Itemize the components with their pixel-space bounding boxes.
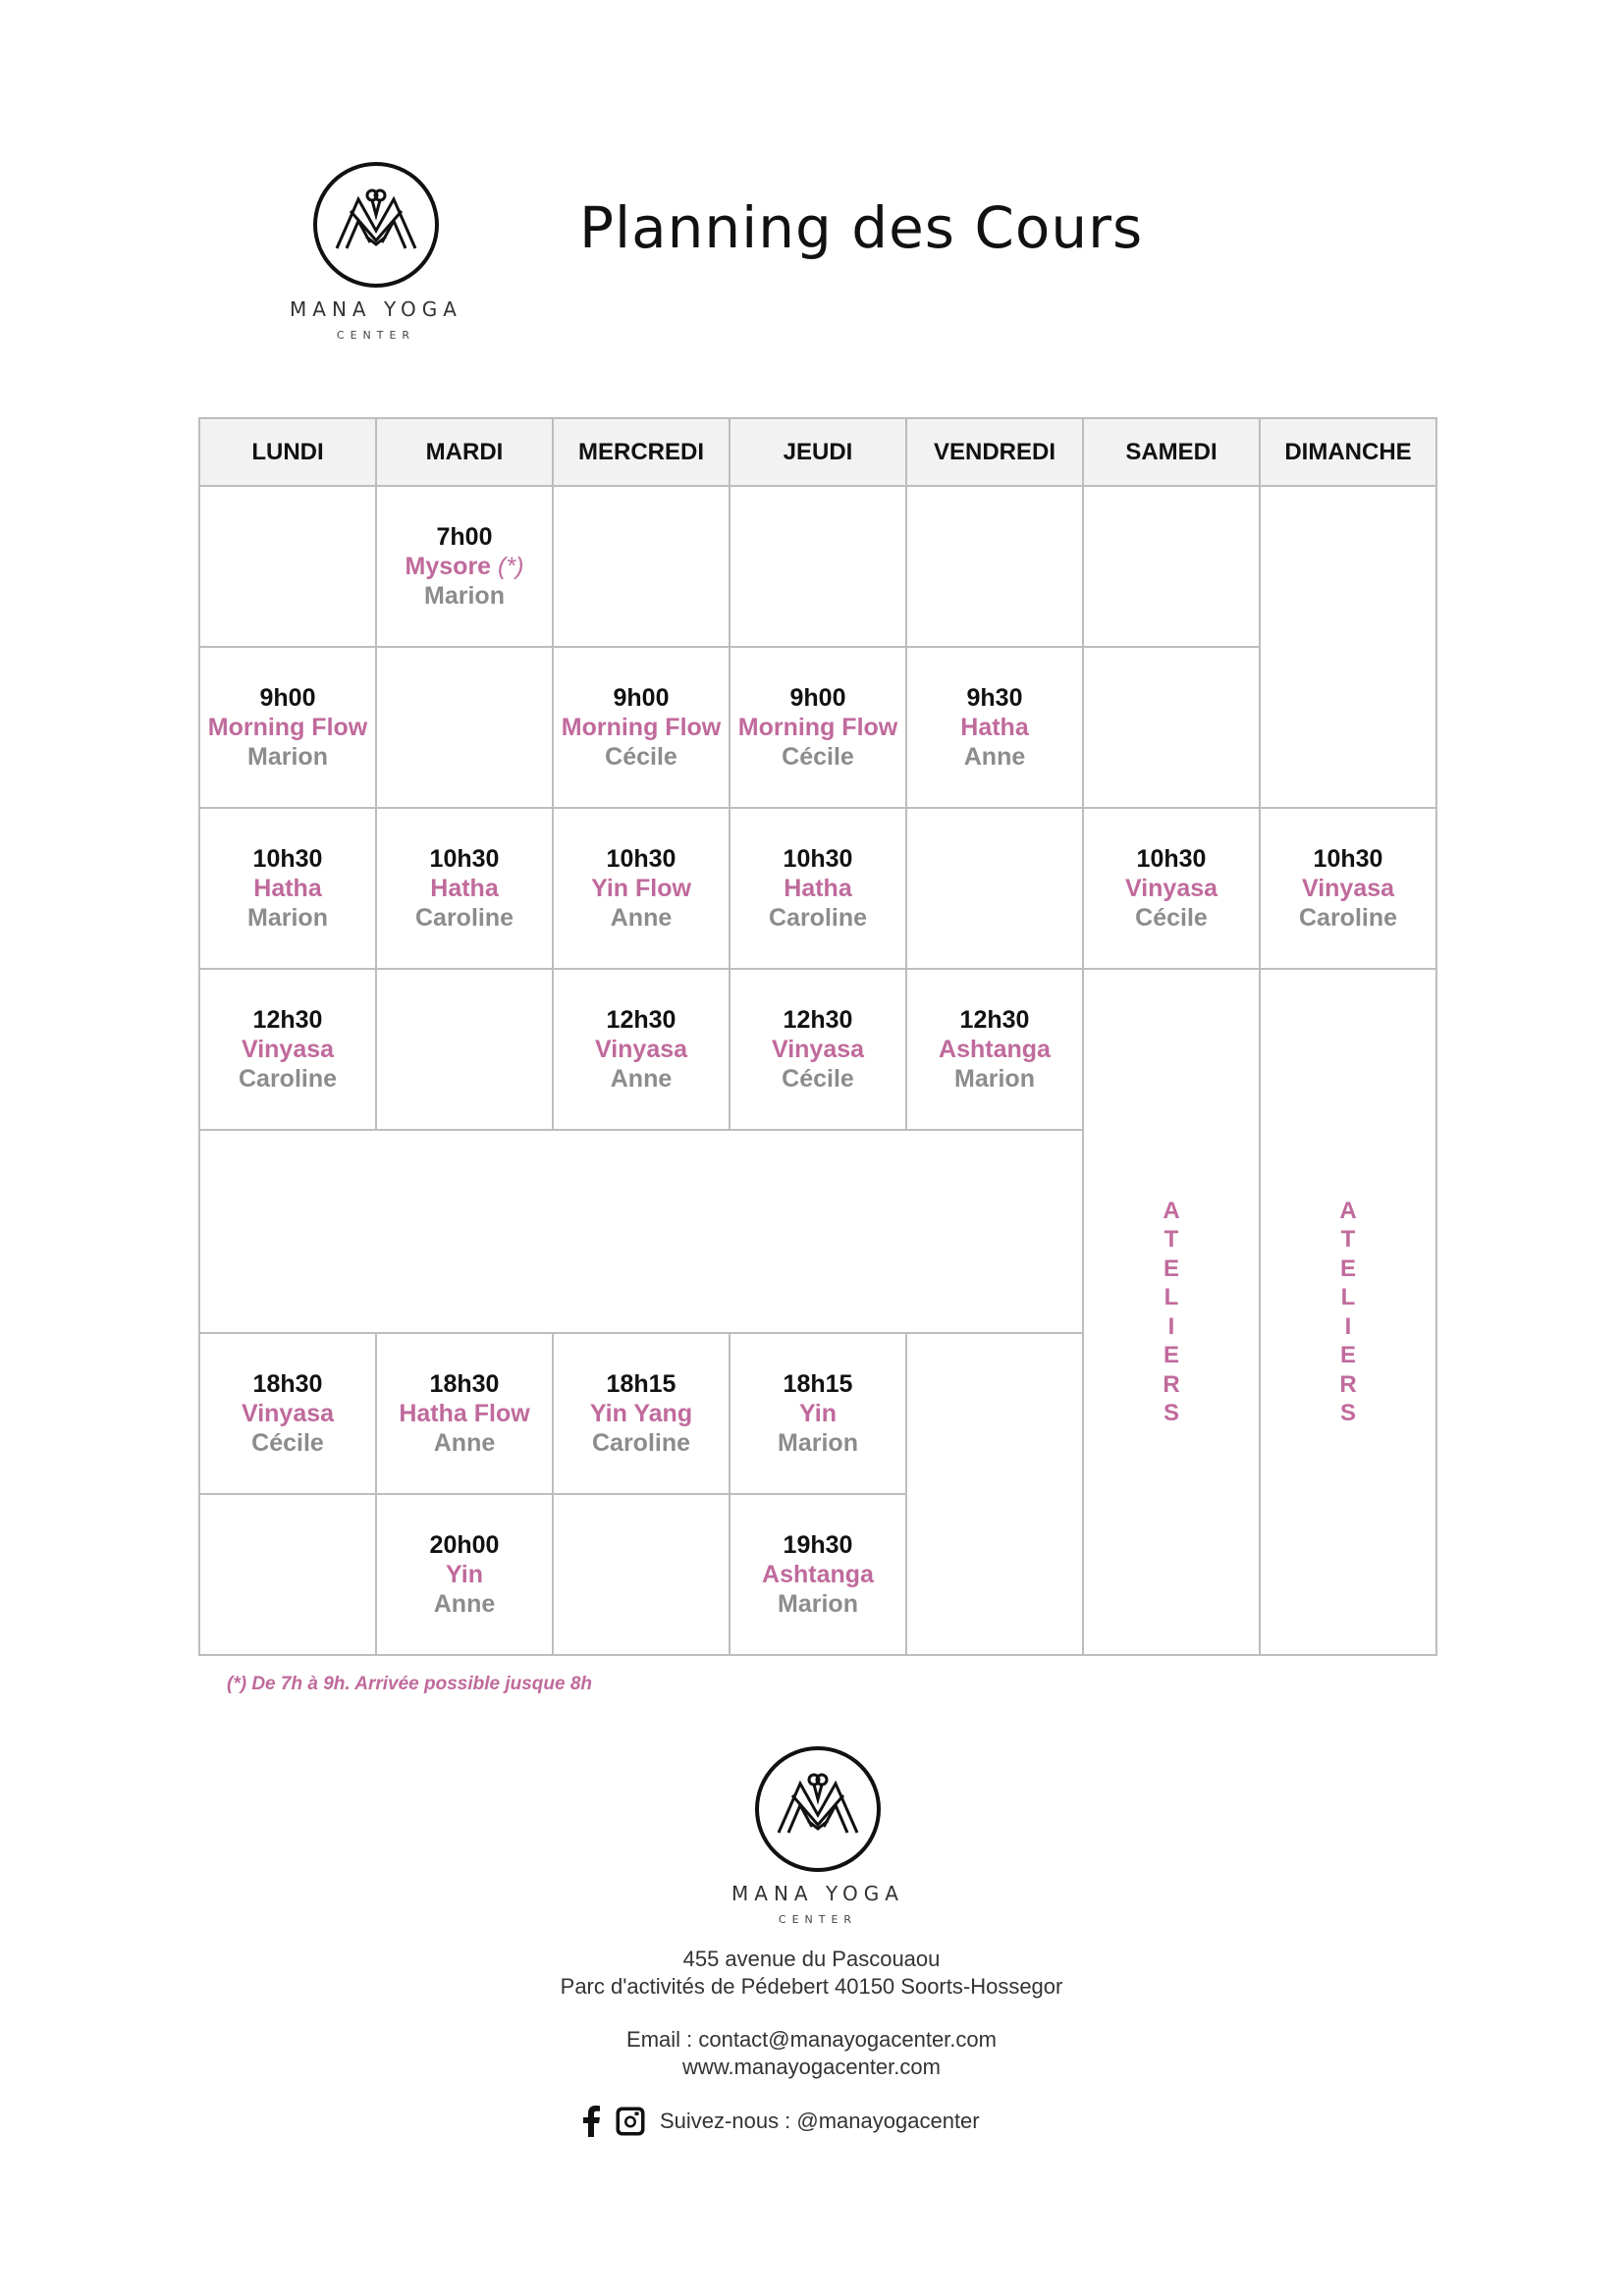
class-name: Vinyasa bbox=[1301, 875, 1395, 902]
class-time: 19h30 bbox=[783, 1531, 853, 1559]
class-name: Vinyasa bbox=[241, 1400, 335, 1427]
class-name: Yin bbox=[799, 1400, 837, 1427]
class-time: 10h30 bbox=[252, 845, 323, 873]
class-time: 12h30 bbox=[252, 1006, 323, 1034]
class-teacher: Marion bbox=[954, 1065, 1035, 1093]
class-teacher: Anne bbox=[610, 1065, 673, 1093]
class-teacher: Anne bbox=[610, 904, 673, 932]
ateliers-label bbox=[1084, 1197, 1259, 1428]
ateliers-cell-dimanche bbox=[1260, 969, 1436, 1655]
schedule-table bbox=[198, 417, 1437, 1656]
footer-contact bbox=[0, 2026, 1623, 2081]
empty-cell bbox=[906, 1333, 1083, 1655]
day-header: SAMEDI bbox=[1083, 418, 1260, 486]
email-link[interactable]: Email : contact@manayogacenter.com bbox=[626, 2027, 997, 2052]
brand-name: MANA YOGA bbox=[290, 297, 462, 321]
class-teacher: Cécile bbox=[605, 743, 677, 771]
class-teacher: Anne bbox=[433, 1429, 496, 1457]
class-cell bbox=[199, 1333, 376, 1494]
empty-cell bbox=[730, 486, 906, 647]
class-cell bbox=[199, 647, 376, 808]
class-name: Morning Flow bbox=[207, 714, 368, 741]
day-header: MERCREDI bbox=[553, 418, 730, 486]
class-time: 18h15 bbox=[783, 1370, 853, 1398]
class-cell bbox=[1260, 808, 1436, 969]
ateliers-letter: I bbox=[1167, 1312, 1175, 1340]
class-cell bbox=[553, 969, 730, 1130]
class-name: Ashtanga bbox=[762, 1561, 874, 1588]
class-teacher: Marion bbox=[778, 1429, 858, 1457]
class-name: Ashtanga bbox=[939, 1036, 1051, 1063]
class-cell bbox=[906, 969, 1083, 1130]
class-note: (*) bbox=[498, 553, 524, 580]
class-time: 20h00 bbox=[429, 1531, 500, 1559]
ateliers-letter: A bbox=[1339, 1197, 1357, 1224]
empty-cell bbox=[906, 808, 1083, 969]
class-teacher: Cécile bbox=[1135, 904, 1208, 932]
ateliers-letter: L bbox=[1163, 1284, 1179, 1310]
empty-cell bbox=[1260, 486, 1436, 808]
class-cell bbox=[199, 969, 376, 1130]
footer-address bbox=[0, 1946, 1623, 2001]
class-cell bbox=[730, 1333, 906, 1494]
class-cell bbox=[376, 486, 553, 647]
ateliers-letter: R bbox=[1163, 1370, 1180, 1398]
empty-cell bbox=[1083, 647, 1260, 808]
day-header: LUNDI bbox=[199, 418, 376, 486]
class-teacher: Anne bbox=[963, 743, 1026, 771]
class-time: 18h30 bbox=[429, 1370, 500, 1398]
class-cell bbox=[376, 808, 553, 969]
class-time: 10h30 bbox=[1136, 845, 1207, 873]
empty-cell bbox=[199, 1130, 1083, 1333]
empty-cell bbox=[906, 486, 1083, 647]
page-title: Planning des Cours bbox=[579, 194, 1144, 261]
ateliers-letter: S bbox=[1163, 1400, 1179, 1426]
address-line-2: Parc d'activités de Pédebert 40150 Soorts-Hossegor bbox=[560, 1974, 1063, 1999]
footnote: (*) De 7h à 9h. Arrivée possible jusque 8h bbox=[227, 1674, 593, 1694]
brand-name: MANA YOGA bbox=[731, 1882, 904, 1905]
ateliers-letter: I bbox=[1344, 1312, 1352, 1340]
class-cell bbox=[376, 1333, 553, 1494]
class-name: Hatha bbox=[784, 875, 852, 902]
class-name: Hatha bbox=[960, 714, 1029, 741]
ateliers-letter: R bbox=[1339, 1370, 1357, 1398]
class-time: 18h30 bbox=[252, 1370, 323, 1398]
class-teacher: Caroline bbox=[238, 1065, 338, 1093]
ateliers-letter: E bbox=[1163, 1342, 1179, 1368]
class-cell bbox=[553, 647, 730, 808]
empty-cell bbox=[376, 647, 553, 808]
ateliers-cell-samedi bbox=[1083, 969, 1260, 1655]
empty-cell bbox=[376, 969, 553, 1130]
ateliers-letter: T bbox=[1163, 1226, 1179, 1253]
class-teacher: Cécile bbox=[782, 743, 854, 771]
class-time: 12h30 bbox=[959, 1006, 1030, 1034]
ateliers-letter: E bbox=[1339, 1342, 1356, 1368]
class-name: Hatha bbox=[253, 875, 322, 902]
class-teacher: Caroline bbox=[768, 904, 868, 932]
day-header: VENDREDI bbox=[906, 418, 1083, 486]
class-cell bbox=[730, 969, 906, 1130]
brand-subtitle: CENTER bbox=[778, 1913, 858, 1926]
ateliers-letter: E bbox=[1339, 1255, 1356, 1282]
class-teacher: Marion bbox=[247, 904, 328, 932]
class-name: Hatha bbox=[430, 875, 499, 902]
class-time: 10h30 bbox=[1313, 845, 1383, 873]
class-teacher: Caroline bbox=[1298, 904, 1398, 932]
empty-cell bbox=[553, 1494, 730, 1655]
brand-subtitle: CENTER bbox=[336, 329, 416, 342]
class-name: Yin Yang bbox=[589, 1400, 693, 1427]
mana-yoga-logo-icon bbox=[311, 160, 441, 290]
class-name: Vinyasa bbox=[1124, 875, 1218, 902]
class-name: Morning Flow bbox=[737, 714, 898, 741]
ateliers-label bbox=[1261, 1197, 1435, 1428]
ateliers-letter: S bbox=[1339, 1400, 1356, 1426]
schedule-row bbox=[199, 969, 1436, 1130]
class-name: Hatha Flow bbox=[399, 1400, 530, 1427]
class-cell bbox=[730, 647, 906, 808]
class-name: Mysore bbox=[405, 553, 492, 580]
empty-cell bbox=[1083, 486, 1260, 647]
empty-cell bbox=[199, 486, 376, 647]
website-link[interactable]: www.manayogacenter.com bbox=[682, 2055, 941, 2079]
address-line-1: 455 avenue du Pascouaou bbox=[682, 1947, 941, 1971]
class-name: Vinyasa bbox=[771, 1036, 865, 1063]
class-cell bbox=[376, 1494, 553, 1655]
class-teacher: Caroline bbox=[591, 1429, 691, 1457]
class-teacher: Marion bbox=[247, 743, 328, 771]
ateliers-letter: T bbox=[1340, 1226, 1356, 1253]
class-time: 10h30 bbox=[606, 845, 676, 873]
class-time: 12h30 bbox=[606, 1006, 676, 1034]
class-teacher: Marion bbox=[424, 582, 505, 610]
class-teacher: Caroline bbox=[414, 904, 514, 932]
logo-bottom bbox=[715, 1744, 921, 1926]
logo-top bbox=[273, 160, 479, 342]
social-row bbox=[581, 2106, 980, 2137]
day-header: MARDI bbox=[376, 418, 553, 486]
class-cell bbox=[553, 808, 730, 969]
ateliers-letter: L bbox=[1340, 1284, 1356, 1310]
class-cell bbox=[199, 808, 376, 969]
class-name: Yin bbox=[446, 1561, 483, 1588]
ateliers-letter: A bbox=[1163, 1197, 1180, 1224]
day-header: DIMANCHE bbox=[1260, 418, 1436, 486]
schedule-row bbox=[199, 647, 1436, 808]
class-teacher: Anne bbox=[433, 1590, 496, 1618]
class-teacher: Cécile bbox=[251, 1429, 324, 1457]
mana-yoga-logo-icon bbox=[753, 1744, 883, 1874]
class-name: Vinyasa bbox=[241, 1036, 335, 1063]
class-time: 12h30 bbox=[783, 1006, 853, 1034]
empty-cell bbox=[199, 1494, 376, 1655]
class-name: Vinyasa bbox=[594, 1036, 688, 1063]
class-time: 9h00 bbox=[789, 684, 846, 712]
schedule-row bbox=[199, 486, 1436, 647]
class-cell bbox=[1083, 808, 1260, 969]
class-time: 9h00 bbox=[259, 684, 316, 712]
class-cell bbox=[730, 808, 906, 969]
class-time: 7h00 bbox=[436, 523, 493, 551]
class-time: 9h30 bbox=[966, 684, 1023, 712]
class-name: Morning Flow bbox=[561, 714, 722, 741]
empty-cell bbox=[553, 486, 730, 647]
class-time: 18h15 bbox=[606, 1370, 676, 1398]
social-handle[interactable]: Suivez-nous : @manayogacenter bbox=[660, 2109, 980, 2133]
class-cell bbox=[906, 647, 1083, 808]
class-teacher: Cécile bbox=[782, 1065, 854, 1093]
class-time: 9h00 bbox=[613, 684, 670, 712]
day-header: JEUDI bbox=[730, 418, 906, 486]
class-name: Yin Flow bbox=[591, 875, 691, 902]
schedule-row bbox=[199, 808, 1436, 969]
facebook-icon[interactable] bbox=[581, 2106, 601, 2137]
class-time: 10h30 bbox=[429, 845, 500, 873]
instagram-icon[interactable] bbox=[615, 2106, 646, 2137]
class-cell bbox=[553, 1333, 730, 1494]
ateliers-letter: E bbox=[1163, 1255, 1179, 1282]
class-cell bbox=[730, 1494, 906, 1655]
class-teacher: Marion bbox=[778, 1590, 858, 1618]
class-time: 10h30 bbox=[783, 845, 853, 873]
schedule-header-row bbox=[199, 418, 1436, 486]
